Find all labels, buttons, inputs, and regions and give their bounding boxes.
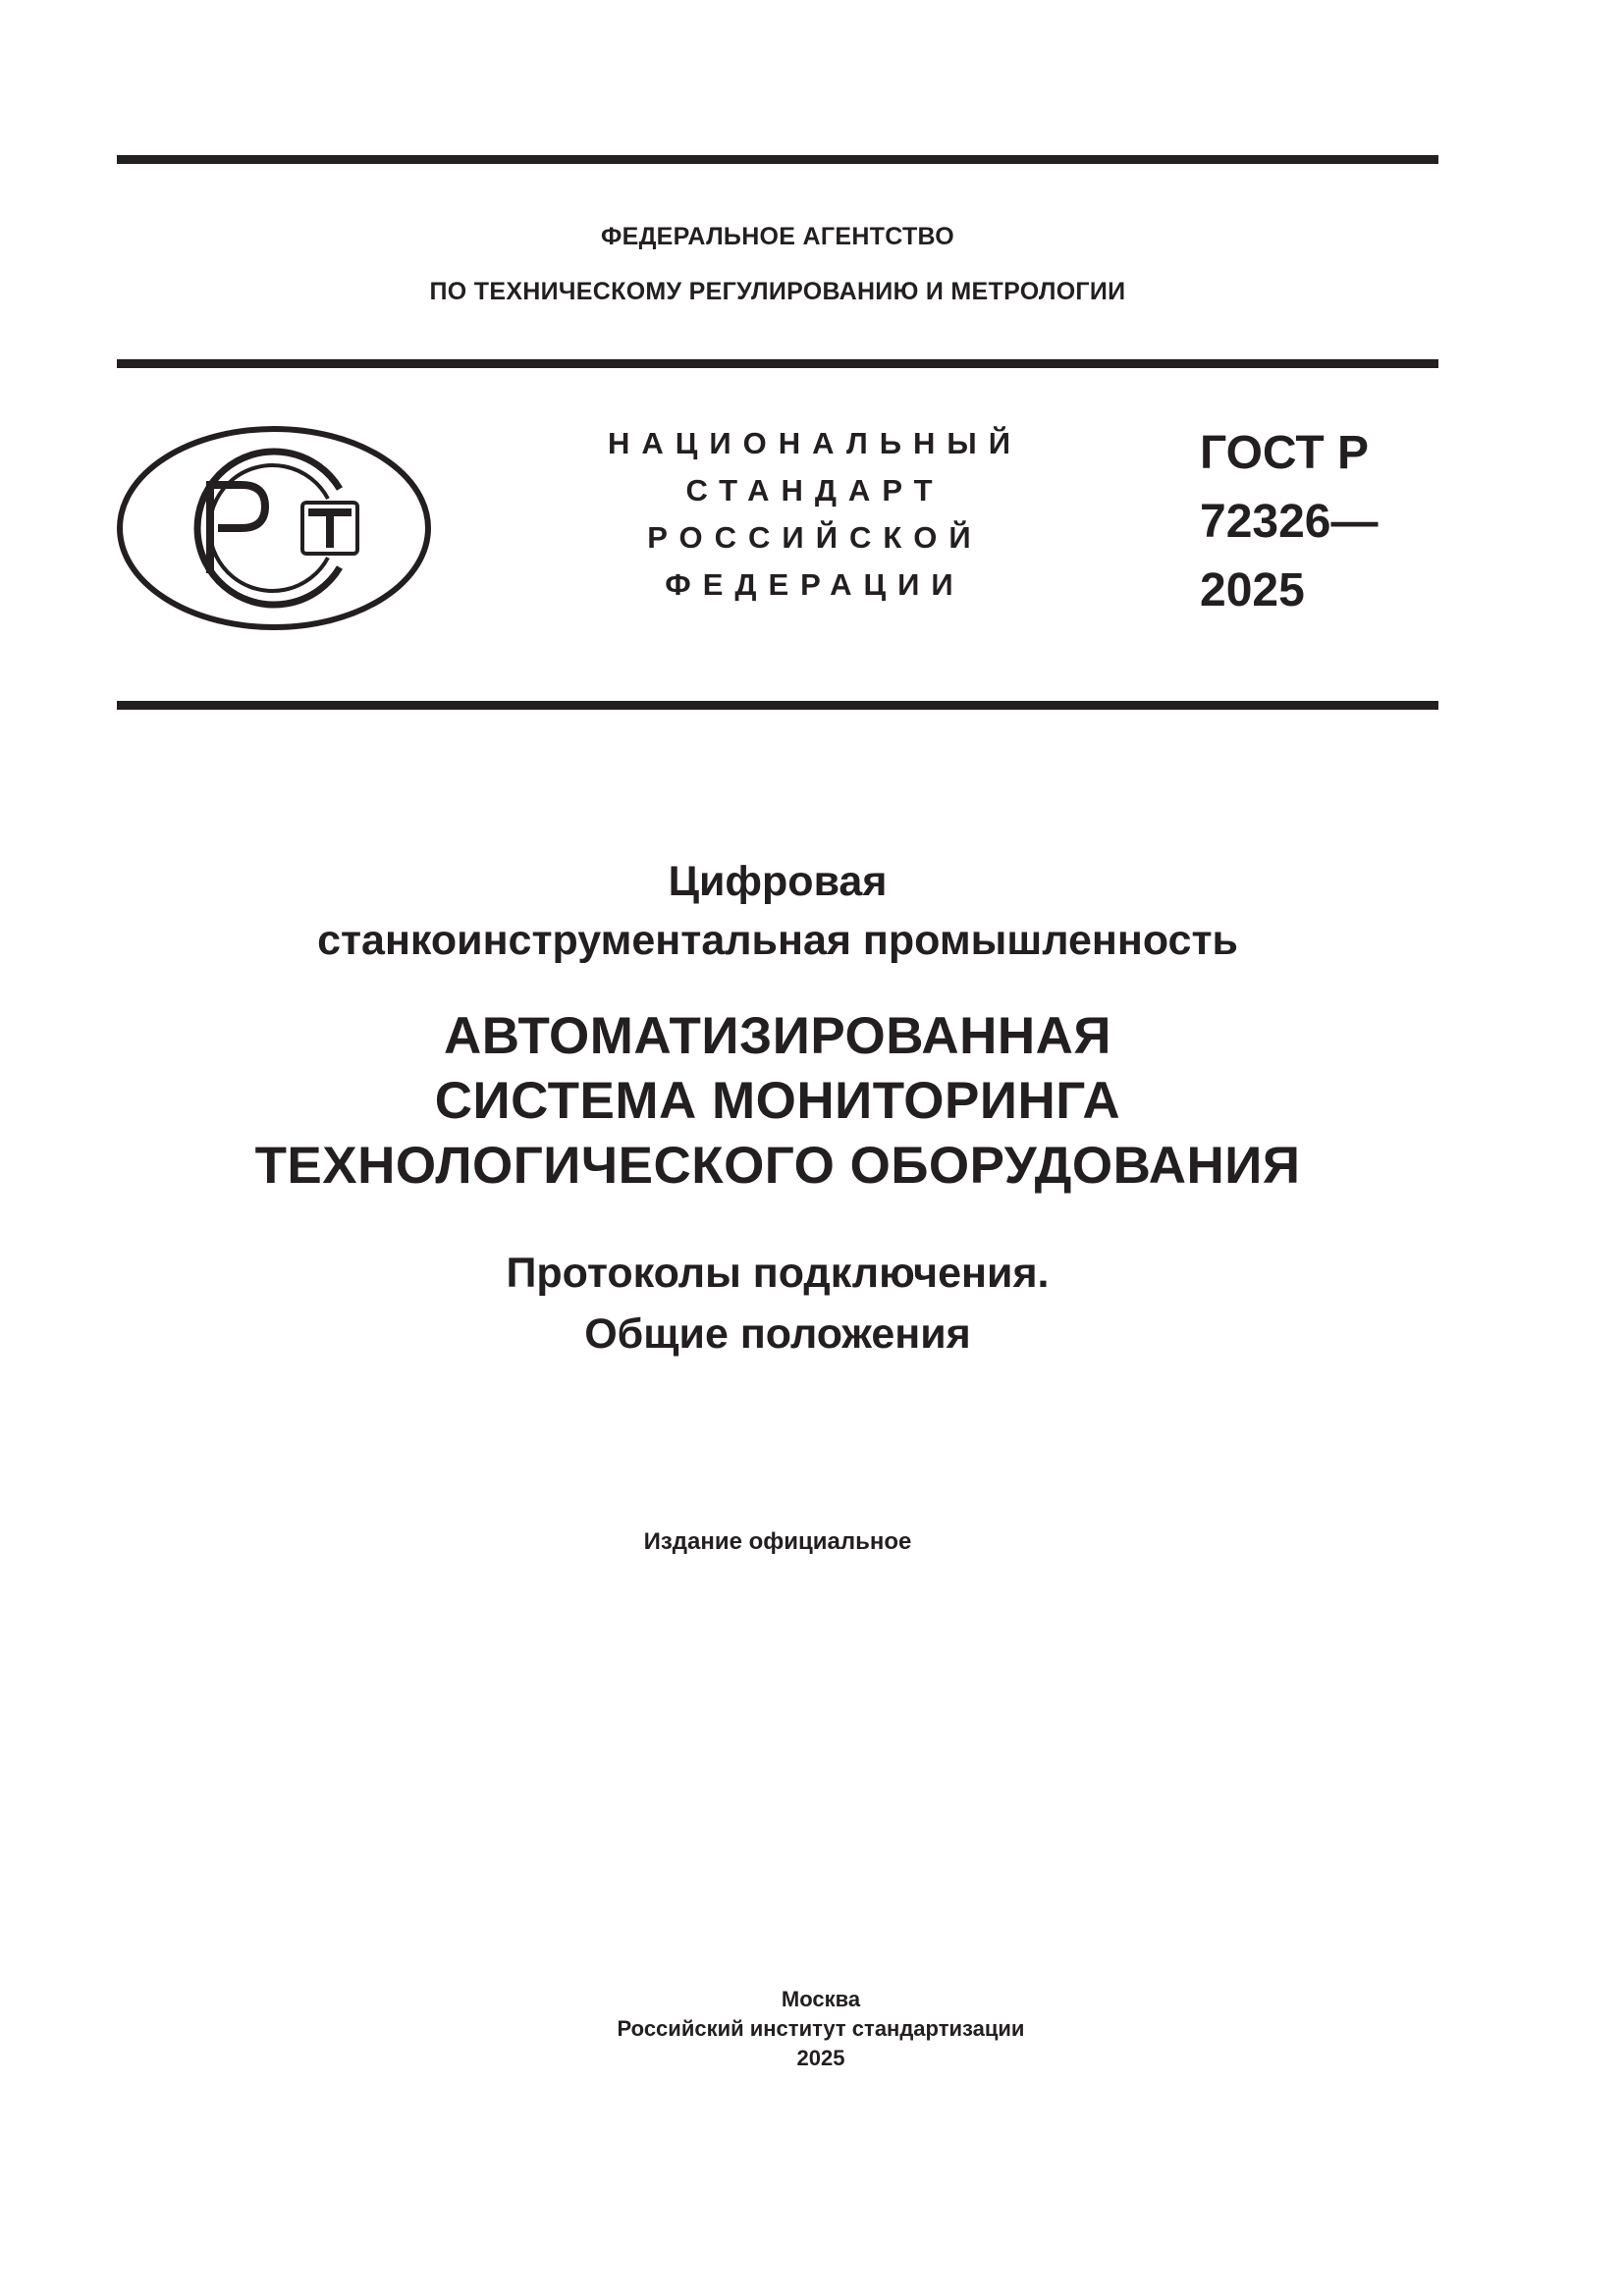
header-divider: [117, 359, 1438, 368]
national-standard-label: [589, 420, 1041, 609]
part-title-line-2: Общие положения: [584, 1310, 971, 1358]
top-divider: [117, 155, 1438, 164]
document-part-title: [117, 1243, 1438, 1364]
title-line-3: ТЕХНОЛОГИЧЕСКОГО ОБОРУДОВАНИЯ: [254, 1137, 1301, 1195]
designation-line-3: 2025: [1200, 564, 1305, 616]
agency-name-line-1: ФЕДЕРАЛЬНОЕ АГЕНТСТВО: [600, 223, 955, 250]
edition-label: Издание официальное: [643, 1528, 912, 1555]
imprint-year: 2025: [796, 2046, 845, 2070]
standard-designation: [1200, 419, 1435, 625]
national-standard-line-1: НАЦИОНАЛЬНЫЙ: [607, 426, 1023, 460]
publisher-imprint: [117, 1985, 1525, 2073]
national-standard-line-2: СТАНДАРТ: [685, 473, 945, 507]
agency-name-line-2: ПО ТЕХНИЧЕСКОМУ РЕГУЛИРОВАНИЮ И МЕТРОЛОГИИ: [429, 278, 1126, 305]
national-standard-line-3: РОССИЙСКОЙ: [647, 520, 983, 555]
imprint-city: Москва: [781, 1987, 861, 2011]
subtitle-line-2: станкоинструментальная промышленность: [317, 917, 1238, 964]
rst-certification-logo-icon: [116, 424, 432, 632]
title-line-2: СИСТЕМА МОНИТОРИНГА: [434, 1072, 1121, 1130]
document-subtitle: [117, 852, 1438, 970]
designation-line-1: ГОСТ Р: [1200, 427, 1370, 479]
national-standard-line-4: ФЕДЕРАЦИИ: [665, 567, 965, 602]
title-line-1: АВТОМАТИЗИРОВАННАЯ: [443, 1007, 1112, 1065]
title-divider: [117, 701, 1438, 710]
imprint-publisher: Российский институт стандартизации: [617, 2016, 1025, 2041]
designation-line-2: 72326—: [1200, 496, 1379, 548]
part-title-line-1: Протоколы подключения.: [506, 1250, 1050, 1297]
document-title: [117, 1004, 1438, 1199]
subtitle-line-1: Цифровая: [668, 858, 888, 905]
